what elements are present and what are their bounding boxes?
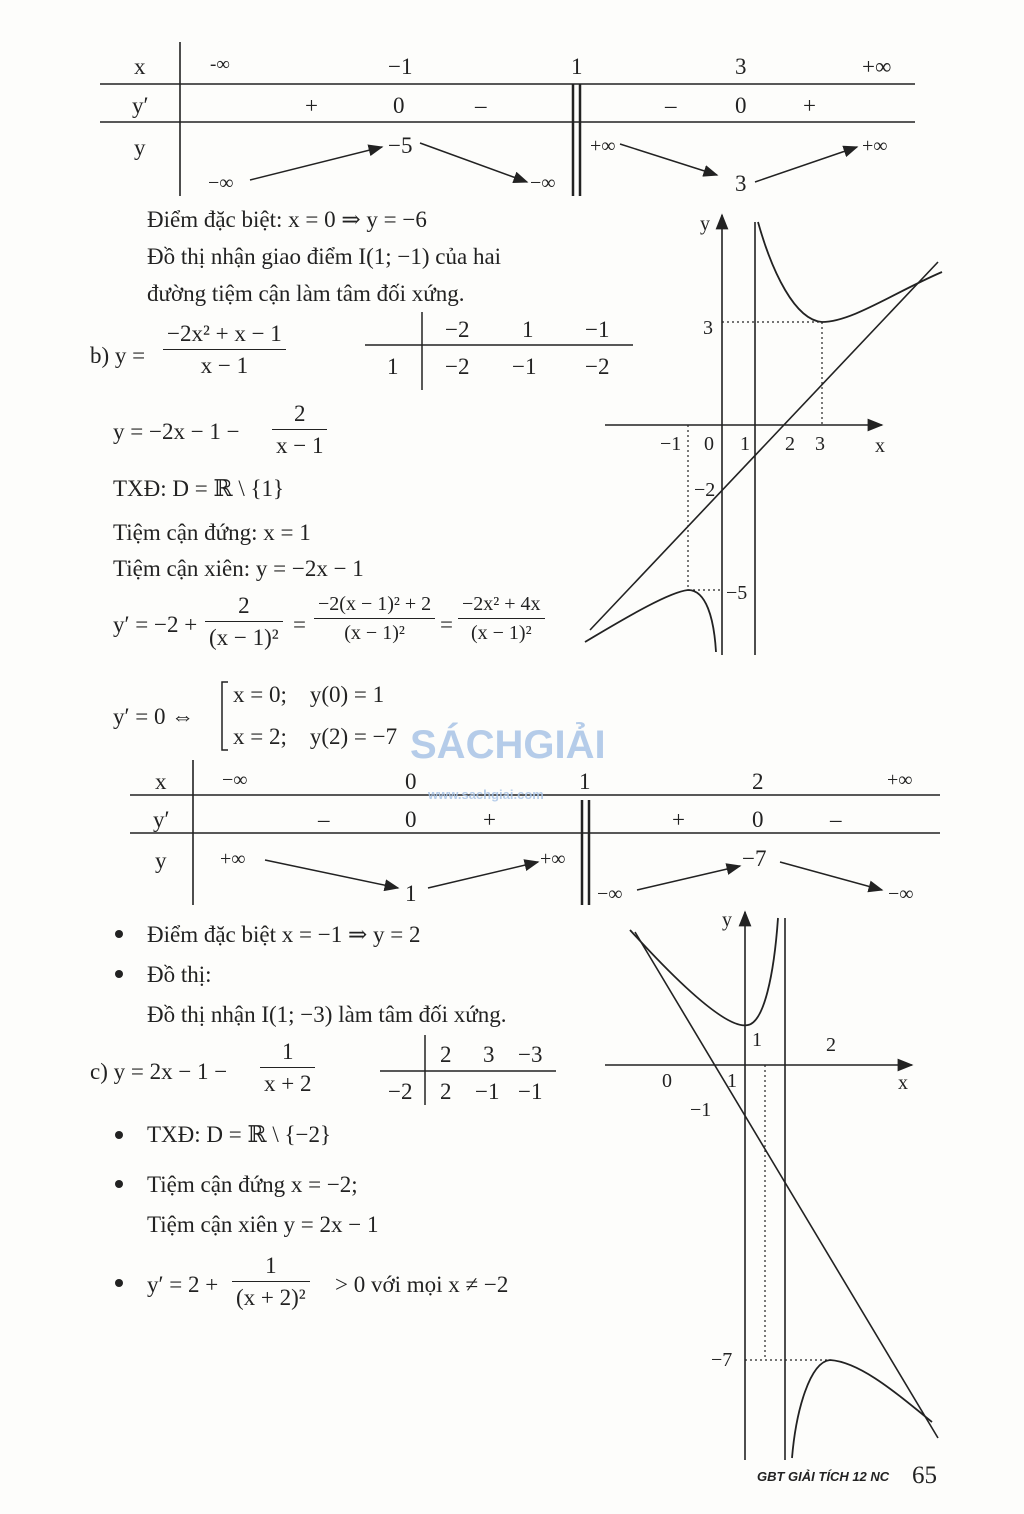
b-crit-lhs: y′ = 0 ⇔: [113, 704, 195, 729]
g1-tick-xm1: −1: [660, 433, 682, 455]
b-oblique-asymptote: Tiệm cận xiên: y = −2x − 1: [113, 556, 364, 581]
b-domain: TXĐ: D = ℝ \ {1}: [113, 476, 285, 501]
graph2-upper-branch: [630, 918, 778, 1025]
a-symmetry-1: Đồ thị nhận giao điểm I(1; −1) của hai: [147, 244, 502, 269]
footer-book: GBT GIẢI TÍCH 12 NC: [757, 1469, 890, 1484]
b-crit-1: x = 0; y(0) = 1: [233, 682, 385, 707]
c-domain: TXĐ: D = ℝ \ {−2}: [147, 1122, 332, 1147]
hb-bot-0: −2: [445, 354, 470, 379]
t1-y-pos-inf-a: +∞: [590, 135, 616, 157]
t1-yp-label: y′: [132, 93, 149, 118]
t2-y-max: −7: [742, 846, 767, 871]
bullets: [115, 930, 123, 1287]
hb-top-0: −2: [445, 317, 470, 342]
t2-y-pos-inf-b: +∞: [540, 848, 566, 870]
g2-tick-y1: 1: [752, 1029, 762, 1051]
hc-bot-0: 2: [440, 1079, 452, 1104]
c-label: c) y = 2x − 1 −: [90, 1059, 228, 1084]
t2-x-0: 0: [405, 769, 417, 794]
g2-y-label: y: [722, 909, 732, 931]
hc-bot-1: −1: [475, 1079, 500, 1104]
c-deriv-frac: 1 (x + 2)²: [232, 1254, 310, 1309]
b2-bullet-1: Điểm đặc biệt x = −1 ⇒ y = 2: [147, 922, 421, 947]
g1-y-label: y: [700, 213, 710, 235]
hc-bot-2: −1: [518, 1079, 543, 1104]
b-crit-2: x = 2; y(2) = −7: [233, 724, 398, 749]
crit-bracket: [222, 682, 228, 750]
b-frac-den: x − 1: [200, 353, 249, 378]
table2-grid: [130, 760, 940, 905]
t1-yp-5: 0: [735, 93, 747, 118]
t2-y-pos-inf-a: +∞: [220, 848, 246, 870]
watermark-brand: SÁCHGIẢI: [410, 723, 606, 767]
g2-tick-x0: 0: [662, 1070, 672, 1092]
g1-tick-y3: 3: [703, 317, 713, 339]
g2-tick-ym7: −7: [711, 1349, 733, 1371]
b-fraction: [163, 322, 286, 377]
b-frac-num: −2x² + x − 1: [167, 321, 282, 346]
t2-yp-4: +: [672, 807, 685, 832]
b-vertical-asymptote: Tiệm cận đứng: x = 1: [113, 520, 311, 545]
hb-top-1: 1: [522, 317, 534, 342]
b2-bullet-2: Đồ thị:: [147, 962, 212, 987]
t2-y-label: y: [155, 848, 167, 873]
t1-x-3: 3: [735, 54, 747, 79]
t2-y-neg-inf-b: −∞: [888, 883, 914, 905]
t1-yp-6: +: [803, 93, 816, 118]
g2-x-label: x: [898, 1072, 908, 1094]
t2-yp-6: –: [830, 807, 842, 832]
hc-left: −2: [388, 1079, 413, 1104]
t2-x-neg-inf: −∞: [222, 769, 248, 791]
t1-yp-1: +: [305, 93, 318, 118]
t1-y-neg-inf-a: −∞: [208, 172, 234, 194]
graph1-lower-branch: [585, 590, 716, 652]
b-label: b) y =: [90, 343, 146, 368]
b-deriv-f3: −2x² + 4x (x − 1)²: [458, 594, 545, 643]
table2-arrows: [265, 860, 882, 890]
t1-x-pos-inf: +∞: [862, 54, 892, 79]
g1-x-label: x: [875, 435, 885, 457]
g1-tick-x1: 1: [740, 433, 750, 455]
b-eq-2: =: [440, 612, 453, 637]
t2-yp-1: –: [318, 807, 330, 832]
t2-yp-2: 0: [405, 807, 417, 832]
t1-y-max: −5: [388, 133, 413, 158]
t2-yp-5: 0: [752, 807, 764, 832]
t1-x-label: x: [134, 54, 146, 79]
t2-x-1: 1: [579, 769, 591, 794]
g2-tick-x1: 1: [727, 1070, 737, 1092]
b-deriv-f1: 2 (x − 1)²: [205, 594, 283, 649]
graph2: [605, 909, 938, 1460]
t1-y-neg-inf-b: −∞: [530, 172, 556, 194]
graph1: [585, 215, 942, 655]
t2-y-neg-inf-a: −∞: [597, 883, 623, 905]
t1-yp-3: –: [475, 93, 487, 118]
t1-yp-2: 0: [393, 93, 405, 118]
c-vertical-asymptote: Tiệm cận đứng x = −2;: [147, 1172, 358, 1197]
g2-tick-ym1: −1: [690, 1099, 712, 1121]
hb-bot-1: −1: [512, 354, 537, 379]
c-fraction: 1 x + 2: [260, 1040, 315, 1095]
c-deriv-lhs: y′ = 2 +: [147, 1272, 219, 1297]
g1-tick-x0: 0: [704, 433, 714, 455]
t1-yp-4: –: [665, 93, 677, 118]
b-eq-1: =: [293, 612, 306, 637]
t1-y-label: y: [134, 135, 146, 160]
t1-y-min: 3: [735, 171, 747, 196]
graph2-lower-branch: [792, 1360, 932, 1458]
t2-yp-label: y′: [153, 807, 170, 832]
hc-top-2: −3: [518, 1042, 543, 1067]
b-rewrite-frac: 2 x − 1: [272, 402, 327, 457]
hb-bot-2: −2: [585, 354, 610, 379]
hb-top-2: −1: [585, 317, 610, 342]
b-deriv-lhs: y′ = −2 +: [113, 612, 198, 637]
t1-x-1: 1: [571, 54, 583, 79]
a-special-point: Điểm đặc biệt: x = 0 ⇒ y = −6: [147, 207, 427, 232]
t1-x-minus1: −1: [388, 54, 413, 79]
t2-x-pos-inf: +∞: [887, 769, 913, 791]
graph1-oblique-asymptote: [590, 262, 938, 630]
a-symmetry-2: đường tiệm cận làm tâm đối xứng.: [147, 281, 465, 306]
watermark-url: www.sachgiai.com: [428, 787, 544, 802]
t1-y-pos-inf-b: +∞: [862, 135, 888, 157]
g1-tick-x2: 2: [785, 433, 795, 455]
b-deriv-f2: −2(x − 1)² + 2 (x − 1)²: [314, 594, 435, 643]
t1-x-neg-inf: -∞: [210, 54, 230, 75]
footer-page-number: 65: [912, 1462, 937, 1489]
hb-left: 1: [387, 354, 399, 379]
graph2-oblique-asymptote: [635, 932, 938, 1438]
b-rewrite-lhs: y = −2x − 1 −: [113, 419, 240, 444]
g1-tick-x3: 3: [815, 433, 825, 455]
b2-symmetry: Đồ thị nhận I(1; −3) làm tâm đối xứng.: [147, 1002, 507, 1027]
t2-x-label: x: [155, 769, 167, 794]
graph1-upper-branch: [758, 222, 942, 322]
g1-tick-ym2: −2: [694, 479, 716, 501]
t2-y-min: 1: [405, 881, 417, 906]
hc-top-0: 2: [440, 1042, 452, 1067]
c-deriv-rhs: > 0 với mọi x ≠ −2: [335, 1272, 509, 1297]
t2-yp-3: +: [483, 807, 496, 832]
hc-top-1: 3: [483, 1042, 495, 1067]
t2-x-2: 2: [752, 769, 764, 794]
g2-tick-x2: 2: [826, 1034, 836, 1056]
c-oblique-asymptote: Tiệm cận xiên y = 2x − 1: [147, 1212, 379, 1237]
g1-tick-ym5: −5: [726, 582, 748, 604]
